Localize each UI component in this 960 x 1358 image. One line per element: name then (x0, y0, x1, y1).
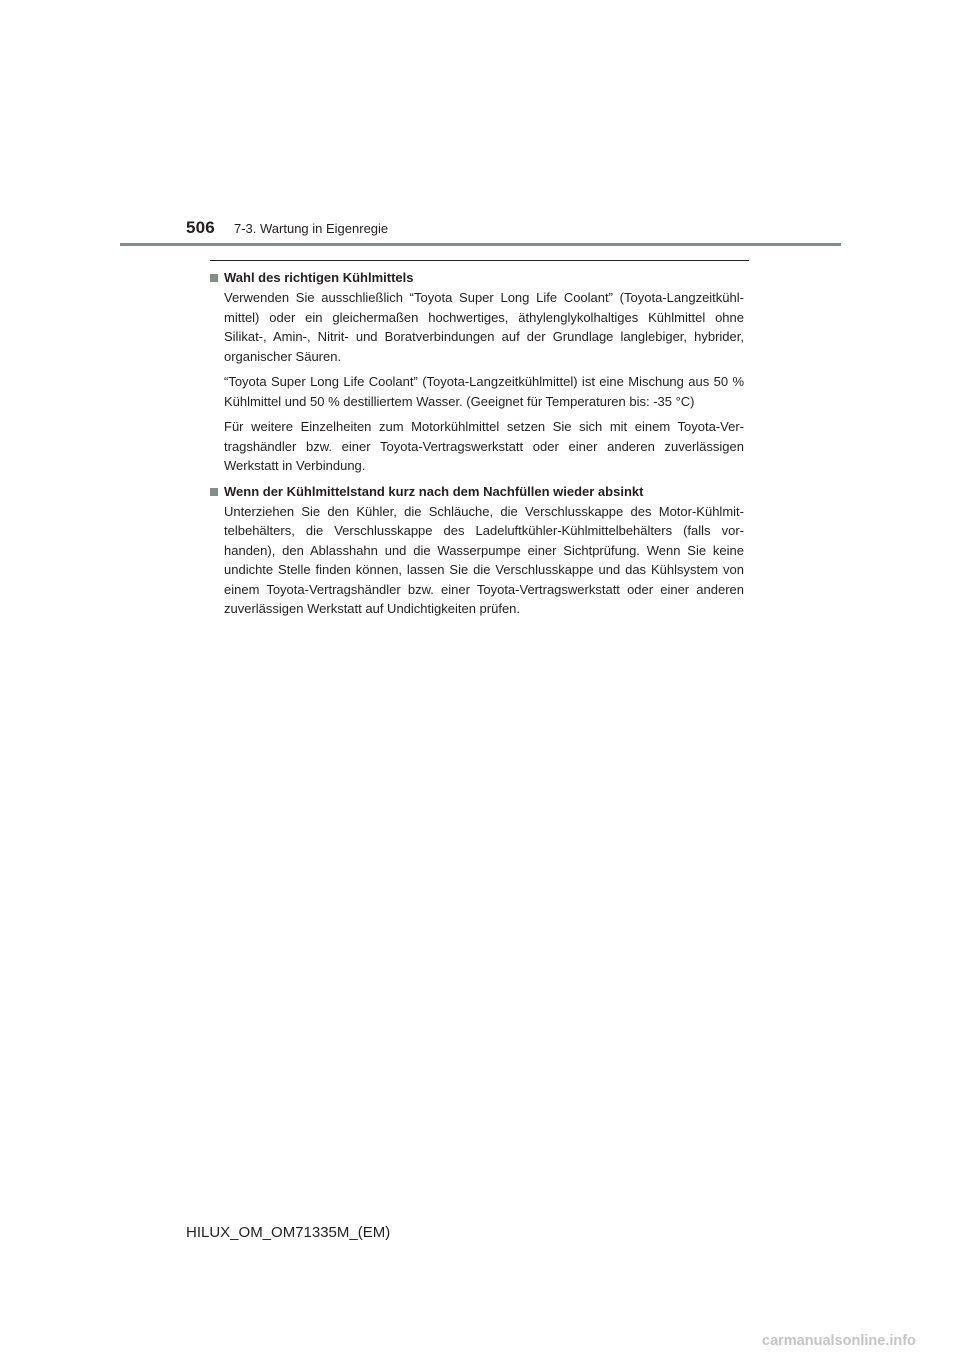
section-heading-text: Wenn der Kühlmittelstand kurz nach dem Nachfüllen wieder absinkt (224, 483, 644, 499)
section-coolant-choice (210, 268, 744, 476)
content-rule (210, 260, 749, 261)
content-area (210, 268, 744, 625)
square-bullet-icon (210, 274, 218, 282)
section-title: 7-3. Wartung in Eigenregie (234, 221, 389, 236)
watermark: carmanualsonline.info (762, 1333, 916, 1349)
paragraph: “Toyota Super Long Life Coolant” (Toyota-Langzeitkühlmittel) ist eine Mischung aus 50 % Kühlmittel und 50 % destilliertem Wasser. (Geeignet für Temperaturen bis: -35 °C) (224, 374, 744, 409)
manual-code-footer: HILUX_OM_OM71335M_(EM) (186, 1224, 391, 1241)
paragraph: Unterziehen Sie den Kühler, die Schläuche, die Verschlusskappe des Motor-Kühlmittelbehälters, die Verschlusskappe des Ladeluftkühler-Kühlmittelbehälters (falls vorhanden), den Ablasshahn und die Wasserpumpe einer Sichtprüfung. Wenn Sie keine undichte Stelle finden können, lassen Sie die Verschlusskappe und das Kühlsystem von einem Toyota-Vertragshändler bzw. einer Toyota-Vertragswerkstatt oder einer anderen zuverlässigen Werkstatt auf Undichtigkeiten prüfen. (224, 503, 744, 616)
section-coolant-level-drop (210, 482, 744, 619)
paragraph: Für weitere Einzelheiten zum Motorkühlmittel setzen Sie sich mit einem Toyota-Vertragshändler bzw. einer Toyota-Vertragswerkstatt oder einer anderen zuverlässigen Werkstatt in Verbindung. (224, 419, 744, 473)
square-bullet-icon (210, 488, 218, 496)
header-rule (120, 243, 841, 246)
section-heading (210, 268, 744, 288)
paragraph: Verwenden Sie ausschließlich “Toyota Super Long Life Coolant” (Toyota-Langzeitkühlmittel) oder ein gleichermaßen hochwertiges, äthylenglykolhaltiges Kühlmittel ohne Silikat-, Amin-, Nitrit- und Boratverbindungen auf der Grundlage langlebiger, hybrider, organischer Säuren. (224, 290, 744, 364)
section-heading (210, 482, 744, 502)
page-number: 506 (186, 218, 215, 237)
section-heading-text: Wahl des richtigen Kühlmittels (224, 270, 414, 285)
